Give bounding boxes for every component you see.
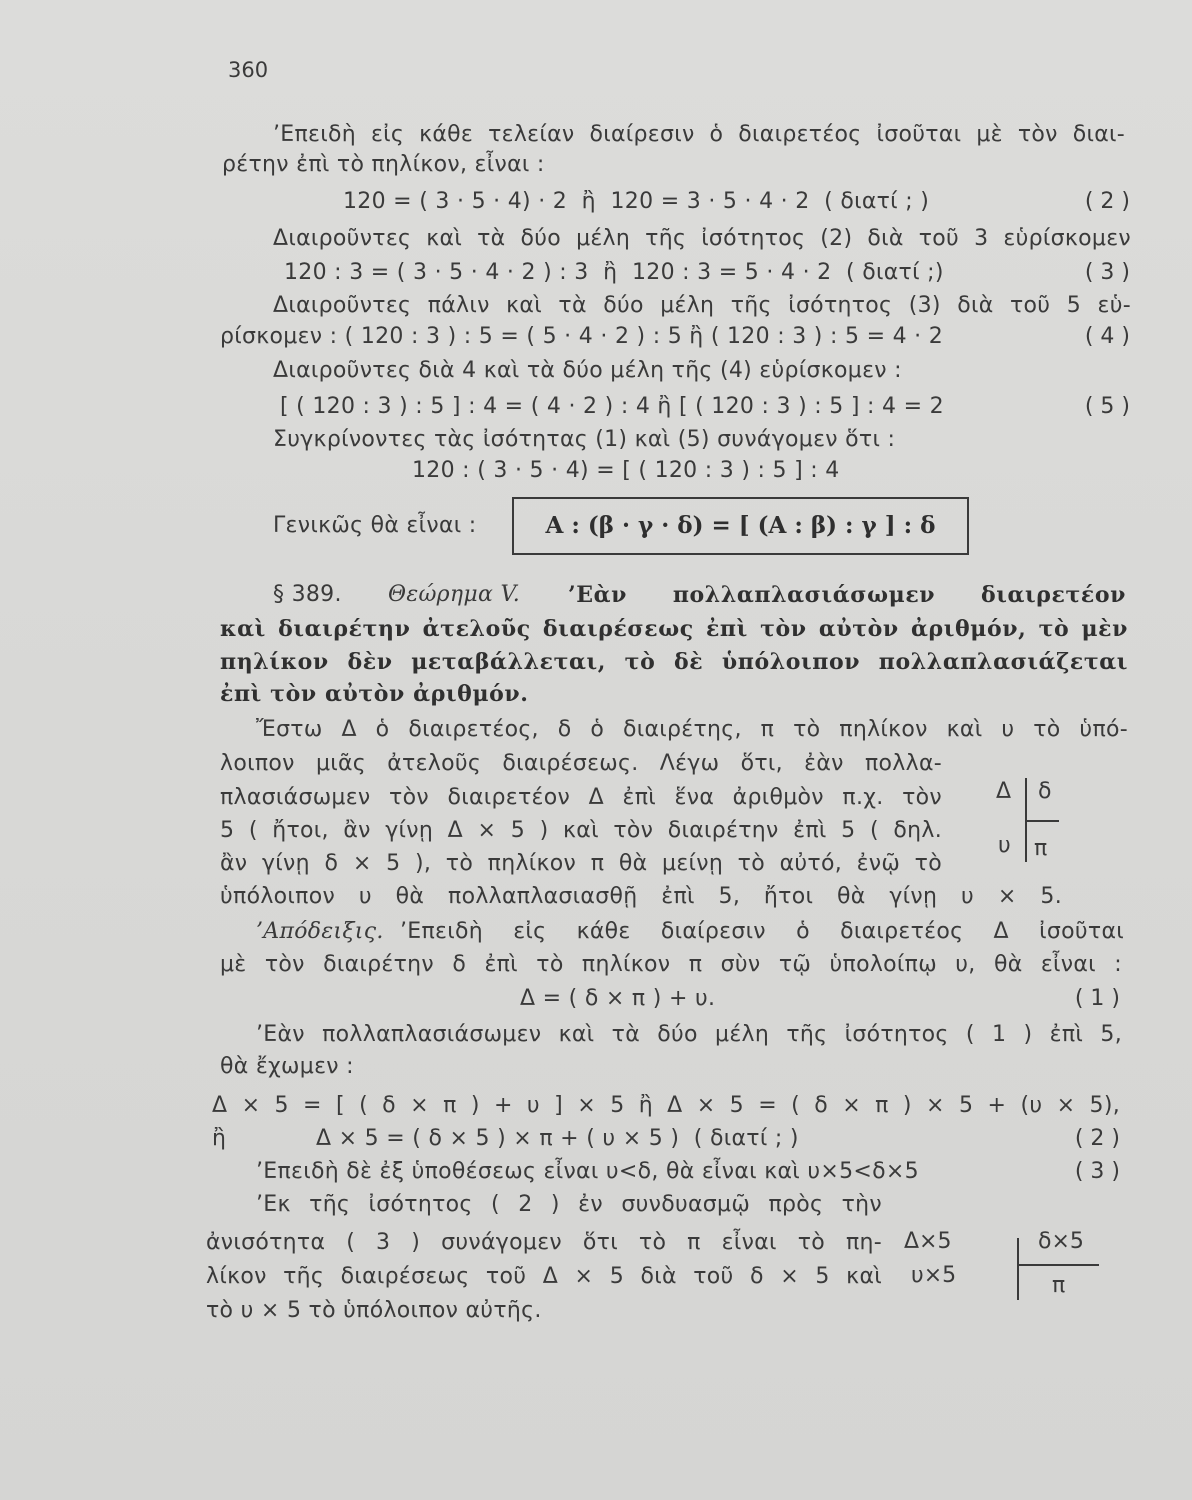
equation-number: ( 4 ) bbox=[1084, 324, 1130, 349]
text-line: Διαιροῦντες καὶ τὰ δύο μέλη τῆς ἰσότητος (2) διὰ τοῦ 3 εὑρίσκομεν bbox=[273, 226, 1131, 251]
scheme-horizontal-rule bbox=[1027, 820, 1059, 822]
text-line: Ἔστω Δ ὁ διαιρετέος, δ ὁ διαιρέτης, π τὸ πηλίκον καὶ υ τὸ ὑπό- bbox=[256, 717, 1128, 742]
scheme-horizontal-rule bbox=[1019, 1264, 1099, 1266]
text-line: Γενικῶς θὰ εἶναι : bbox=[273, 513, 477, 538]
text-line: ’Επειδὴ εἰς κάθε διαίρεσιν ὁ διαιρετέος Δ ἰσοῦται bbox=[400, 919, 1124, 944]
text-line: Διαιροῦντες διὰ 4 καὶ τὰ δύο μέλη τῆς (4) εὑρίσκομεν : bbox=[273, 358, 902, 383]
theorem-text: πηλίκον δὲν μεταβάλλεται, τὸ δὲ ὑπόλοιπον πολλαπλασιάζεται bbox=[220, 649, 1128, 675]
text-line: ἢ bbox=[212, 1126, 227, 1151]
equation-line: Δ × 5 = [ ( δ × π ) + υ ] × 5 ἢ Δ × 5 = ( δ × π ) × 5 + (υ × 5), bbox=[212, 1093, 1120, 1118]
scheme-remainder: υ×5 bbox=[911, 1263, 957, 1288]
text-line: 5 ( ἤτοι, ἂν γίνῃ Δ × 5 ) καὶ τὸν διαιρέτην ἐπὶ 5 ( δηλ. bbox=[220, 818, 942, 843]
text-line: τὸ υ × 5 τὸ ὑπόλοιπον αὐτῆς. bbox=[206, 1298, 542, 1323]
theorem-text: καὶ διαιρέτην ἀτελοῦς διαιρέσεως ἐπὶ τὸν αὐτὸν ἀριθμόν, τὸ μὲν bbox=[220, 616, 1128, 642]
equation-line: ρίσκομεν : ( 120 : 3 ) : 5 = ( 5 · 4 · 2 ) : 5 ἢ ( 120 : 3 ) : 5 = 4 · 2 bbox=[220, 324, 944, 349]
equation-number: ( 2 ) bbox=[1084, 189, 1130, 214]
text-line: ἀνισότητα ( 3 ) συνάγομεν ὅτι τὸ π εἶναι τὸ πη- bbox=[206, 1230, 882, 1255]
equation-number: ( 1 ) bbox=[1074, 986, 1120, 1011]
equation-line: 120 : ( 3 · 5 · 4) = [ ( 120 : 3 ) : 5 ] : 4 bbox=[412, 458, 840, 483]
text-line: ’Επειδὴ δὲ ἐξ ὑποθέσεως εἶναι υ<δ, θὰ εἶναι καὶ υ×5<δ×5 bbox=[256, 1159, 919, 1184]
text-line: λίκον τῆς διαιρέσεως τοῦ Δ × 5 διὰ τοῦ δ × 5 καὶ bbox=[206, 1264, 882, 1289]
proof-label: ’Απόδειξις. bbox=[256, 919, 384, 944]
text-line: ’Εκ τῆς ἰσότητος ( 2 ) ἐν συνδυασμῷ πρὸς τὴν bbox=[256, 1192, 882, 1217]
scheme-remainder: υ bbox=[998, 833, 1011, 858]
text-line: ρέτην ἐπὶ τὸ πηλίκον, εἶναι : bbox=[222, 152, 545, 177]
text-line: ὑπόλοιπον υ θὰ πολλαπλασιασθῇ ἐπὶ 5, ἤτοι θὰ γίνῃ υ × 5. bbox=[220, 884, 1062, 909]
text-line: Διαιροῦντες πάλιν καὶ τὰ δύο μέλη τῆς ἰσότητος (3) διὰ τοῦ 5 εὑ- bbox=[273, 293, 1131, 318]
boxed-formula: Α : (β · γ · δ) = [ (Α : β) : γ ] : δ bbox=[512, 497, 969, 555]
text-line: μὲ τὸν διαιρέτην δ ἐπὶ τὸ πηλίκον π σὺν τῷ ὑπολοίπῳ υ, θὰ εἶναι : bbox=[220, 952, 1122, 977]
equation-line: [ ( 120 : 3 ) : 5 ] : 4 = ( 4 · 2 ) : 4 ἢ [ ( 120 : 3 ) : 5 ] : 4 = 2 bbox=[280, 394, 944, 419]
scheme-dividend: Δ×5 bbox=[904, 1229, 952, 1254]
scheme-dividend: Δ bbox=[996, 779, 1012, 804]
text-line: θὰ ἔχωμεν : bbox=[220, 1054, 354, 1079]
equation-number: ( 3 ) bbox=[1084, 260, 1130, 285]
text-line: πλασιάσωμεν τὸν διαιρετέον Δ ἐπὶ ἕνα ἀριθμὸν π.χ. τὸν bbox=[220, 785, 942, 810]
equation-line: Δ × 5 = ( δ × 5 ) × π + ( υ × 5 ) ( διατί ; ) bbox=[316, 1126, 799, 1151]
page-number: 360 bbox=[228, 58, 269, 82]
text-line: ’Επειδὴ εἰς κάθε τελείαν διαίρεσιν ὁ διαιρετέος ἰσοῦται μὲ τὸν διαι- bbox=[273, 122, 1125, 147]
text-line: λοιπον μιᾶς ἀτελοῦς διαιρέσεως. Λέγω ὅτι, ἐὰν πολλα- bbox=[220, 751, 942, 776]
theorem-text: ἐπὶ τὸν αὐτὸν ἀριθμόν. bbox=[220, 681, 529, 707]
text-line: ’Εὰν πολλαπλασιάσωμεν καὶ τὰ δύο μέλη τῆς ἰσότητος ( 1 ) ἐπὶ 5, bbox=[256, 1022, 1122, 1047]
equation-line: 120 = ( 3 · 5 · 4) · 2 ἢ 120 = 3 · 5 · 4 · 2 ( διατί ; ) bbox=[343, 189, 930, 214]
scheme-quotient: π bbox=[1052, 1273, 1066, 1298]
scheme-divisor: δ×5 bbox=[1038, 1229, 1084, 1254]
section-number: § 389. bbox=[273, 582, 342, 607]
scheme-vertical-rule bbox=[1017, 1238, 1019, 1300]
text-line: Συγκρίνοντες τὰς ἰσότητας (1) καὶ (5) συνάγομεν ὅτι : bbox=[273, 427, 896, 452]
equation-number: ( 3 ) bbox=[1074, 1159, 1120, 1184]
scheme-divisor: δ bbox=[1038, 779, 1052, 804]
equation-number: ( 5 ) bbox=[1084, 394, 1130, 419]
theorem-label: Θεώρημα V. bbox=[388, 582, 521, 607]
equation-line: Δ = ( δ × π ) + υ. bbox=[520, 986, 716, 1011]
scheme-quotient: π bbox=[1034, 836, 1048, 861]
text-line: ἂν γίνῃ δ × 5 ), τὸ πηλίκον π θὰ μείνῃ τὸ αὐτό, ἐνῷ τὸ bbox=[220, 851, 942, 876]
equation-line: 120 : 3 = ( 3 · 5 · 4 · 2 ) : 3 ἢ 120 : 3 = 5 · 4 · 2 ( διατί ;) bbox=[284, 260, 944, 285]
equation-number: ( 2 ) bbox=[1074, 1126, 1120, 1151]
theorem-text: ’Εὰν πολλαπλασιάσωμεν διαιρετέον bbox=[568, 582, 1126, 608]
